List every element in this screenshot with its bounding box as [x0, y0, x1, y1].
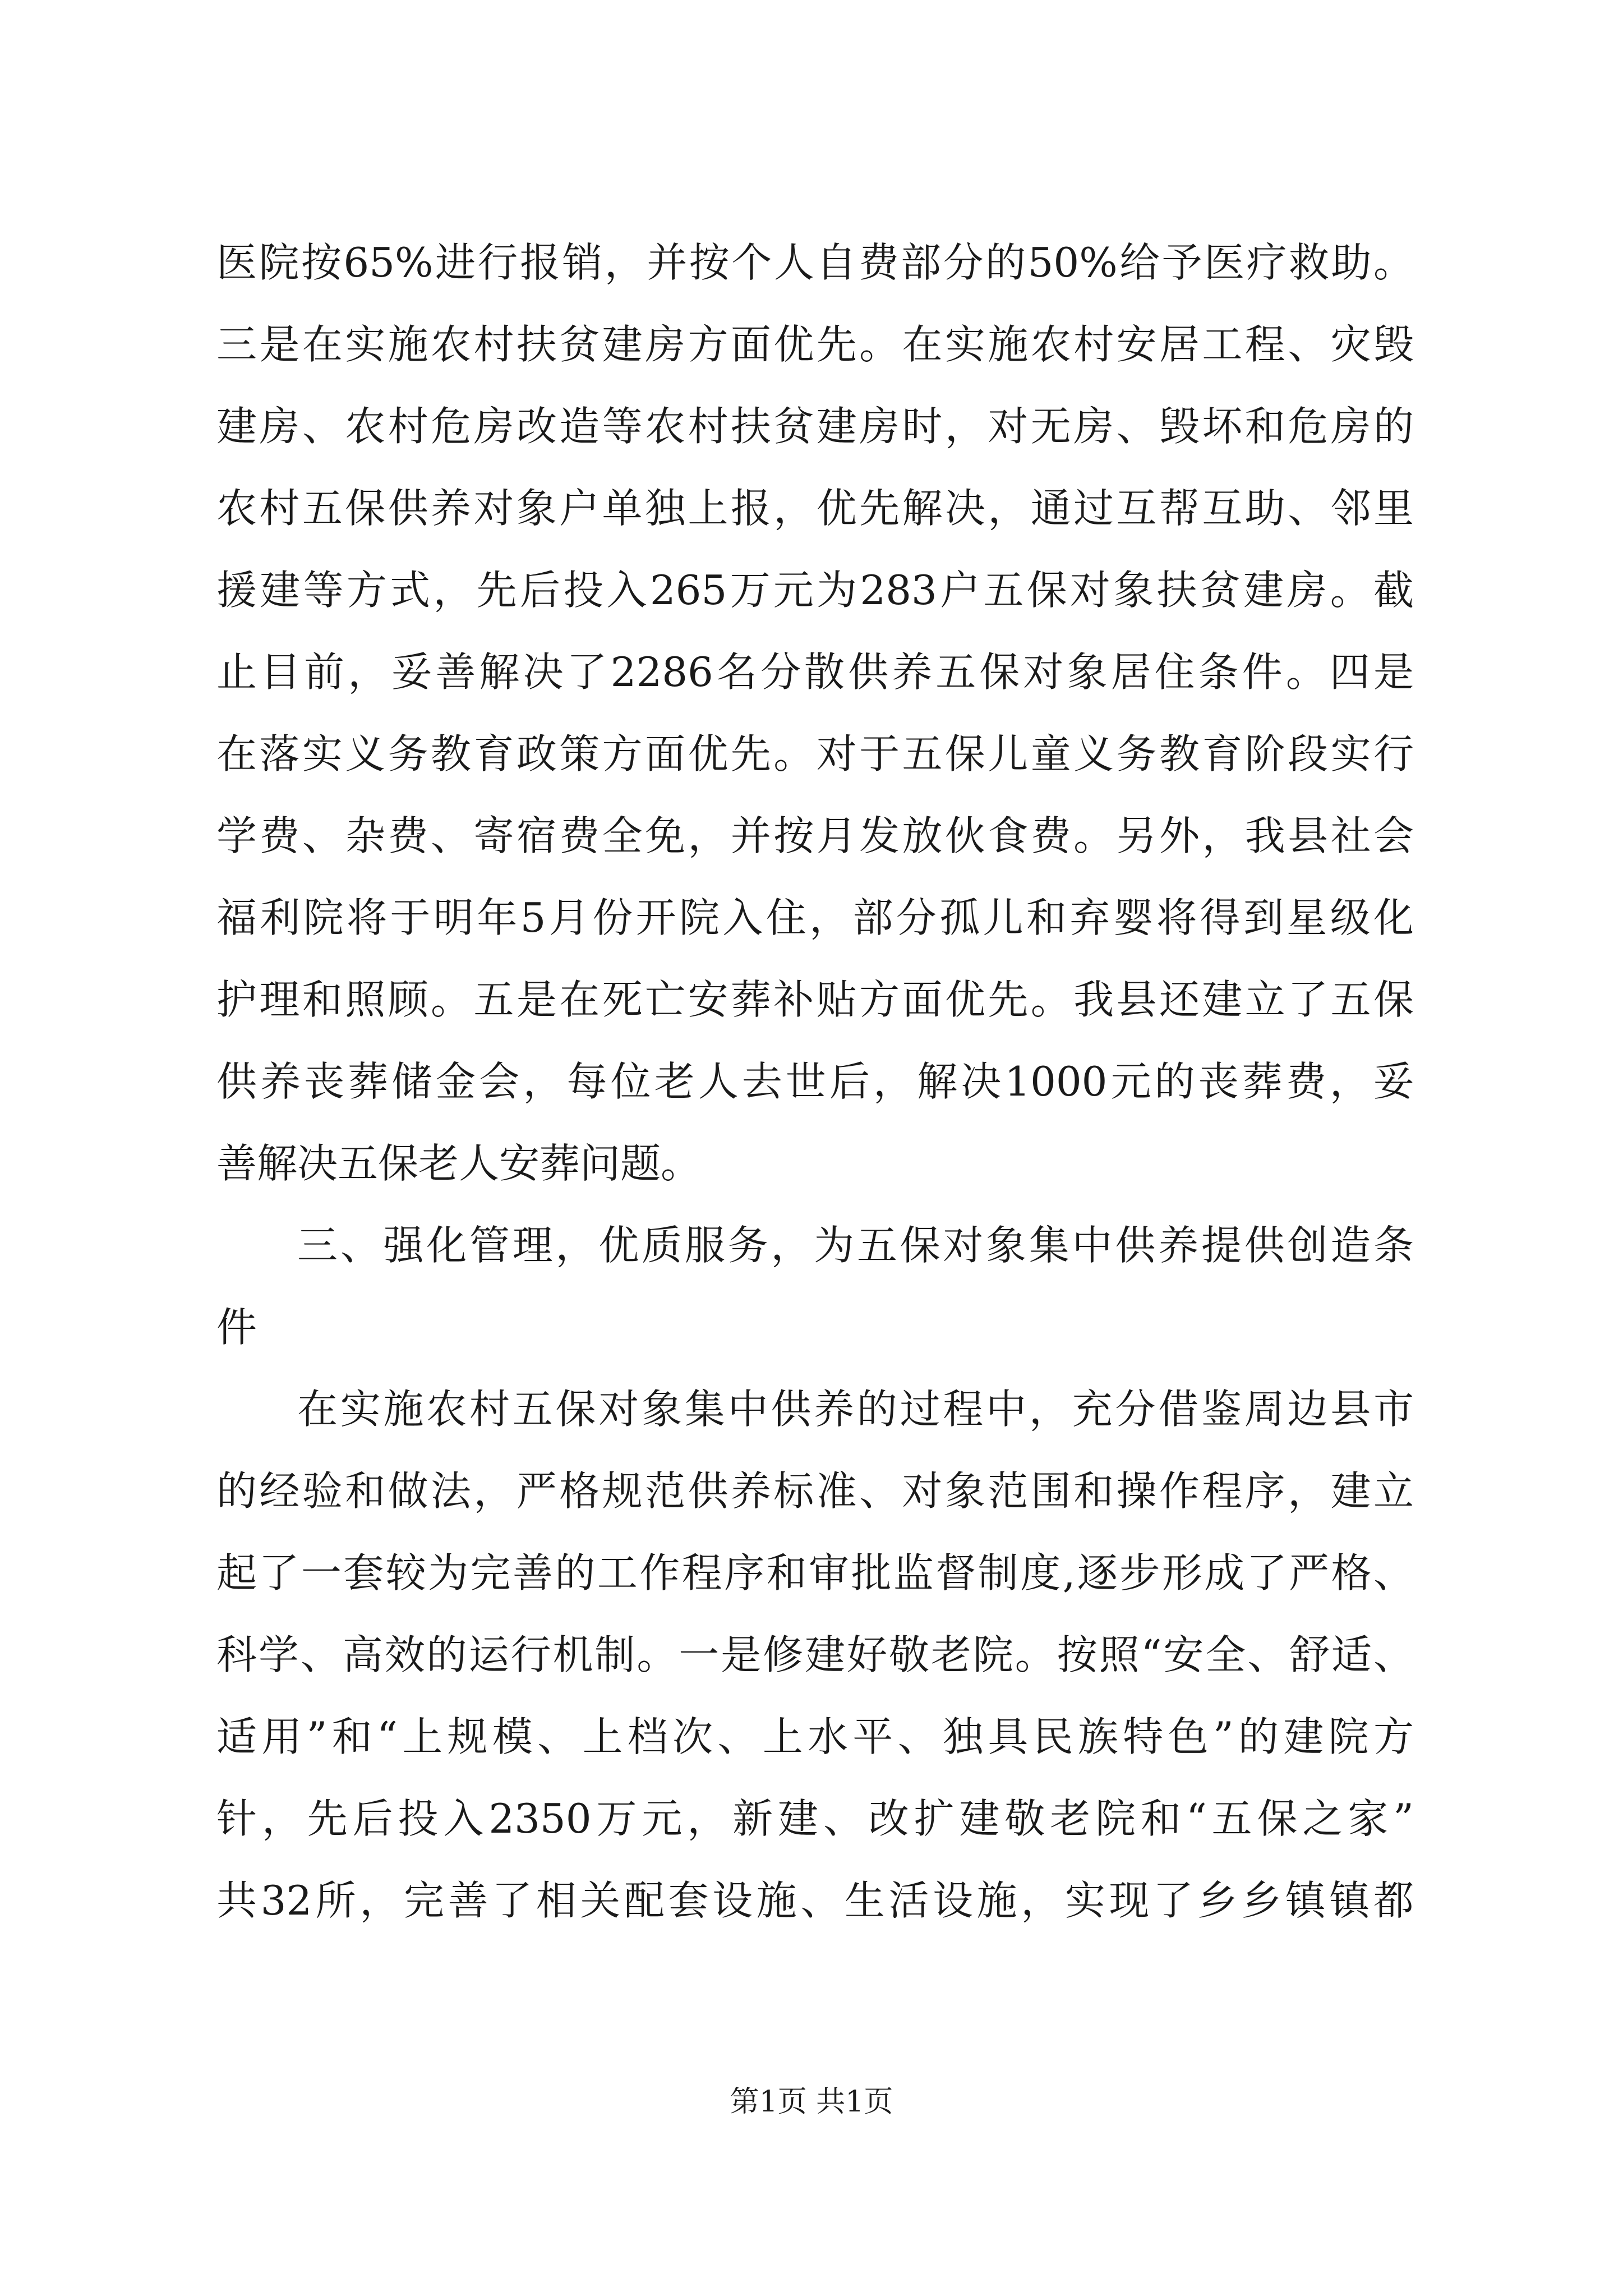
section-heading: [216, 1204, 1414, 1368]
text-line: 共32所，完善了相关配套设施、生活设施，实现了乡乡镇镇都: [216, 1877, 1414, 1924]
text-line: 护理和照顾。五是在死亡安葬补贴方面优先。我县还建立了五保: [216, 976, 1414, 1023]
paragraph-2: [216, 1368, 1414, 1941]
text-line: 供养丧葬储金会，每位老人去世后，解决1000元的丧葬费，妥: [216, 1058, 1414, 1105]
text-line: 建房、农村危房改造等农村扶贫建房时，对无房、毁坏和危房的: [216, 403, 1414, 450]
text-line: 在实施农村五保对象集中供养的过程中，充分借鉴周边县市: [297, 1386, 1414, 1433]
page-footer: [0, 2082, 1623, 2122]
text-line: 福利院将于明年5月份开院入住，部分孤儿和弃婴将得到星级化: [216, 894, 1414, 941]
text-line: 适用”和“上规模、上档次、上水平、独具民族特色”的建院方: [216, 1713, 1414, 1760]
page-number: 第1页 共1页: [730, 2085, 893, 2119]
heading-line: 件: [216, 1304, 257, 1351]
text-line: 在落实义务教育政策方面优先。对于五保儿童义务教育阶段实行: [216, 730, 1414, 777]
text-line: 止目前，妥善解决了2286名分散供养五保对象居住条件。四是: [216, 648, 1414, 696]
text-line: 学费、杂费、寄宿费全免，并按月发放伙食费。另外，我县社会: [216, 812, 1414, 859]
text-line: 三是在实施农村扶贫建房方面优先。在实施农村安居工程、灾毁: [216, 321, 1414, 368]
text-line: 善解决五保老人安葬问题。: [216, 1140, 702, 1187]
text-line: 科学、高效的运行机制。一是修建好敬老院。按照“安全、舒适、: [216, 1631, 1414, 1678]
text-line: 的经验和做法，严格规范供养标准、对象范围和操作程序，建立: [216, 1467, 1414, 1515]
text-line: 援建等方式，先后投入265万元为283户五保对象扶贫建房。截: [216, 567, 1414, 614]
heading-line: 三、强化管理，优质服务，为五保对象集中供养提供创造条: [297, 1222, 1414, 1269]
text-line: 针，先后投入2350万元，新建、改扩建敬老院和“五保之家”: [216, 1795, 1414, 1842]
paragraph-1: [216, 222, 1414, 1204]
document-body: [216, 222, 1414, 1941]
text-line: 医院按65%进行报销，并按个人自费部分的50%给予医疗救助。: [216, 239, 1414, 286]
text-line: 农村五保供养对象户单独上报，优先解决，通过互帮互助、邻里: [216, 485, 1414, 532]
text-line: 起了一套较为完善的工作程序和审批监督制度,逐步形成了严格、: [216, 1549, 1414, 1596]
